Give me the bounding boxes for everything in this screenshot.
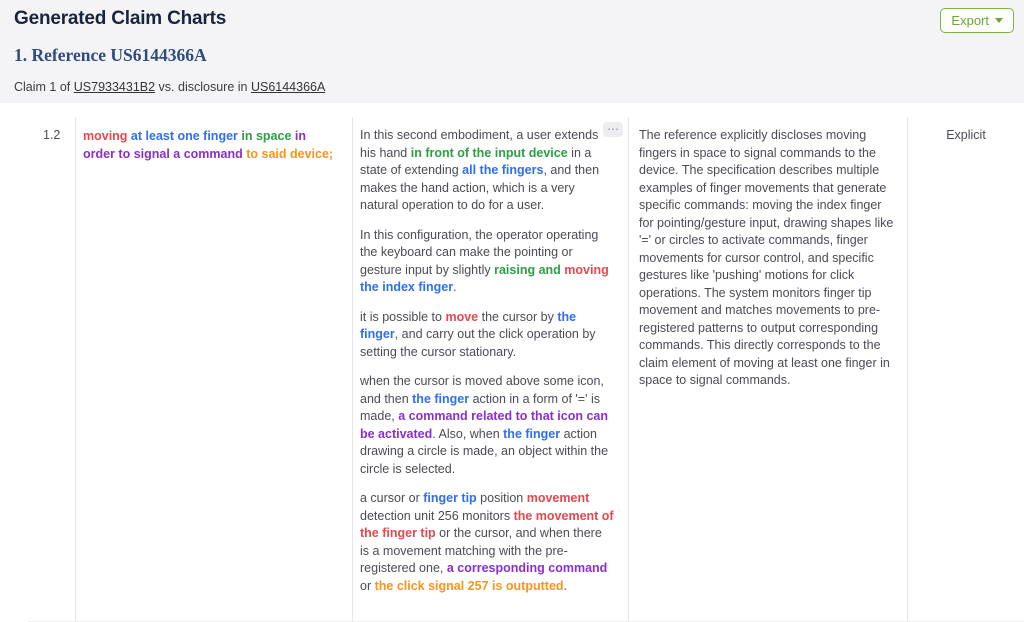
header-band	[0, 0, 1024, 103]
plain-text: a cursor or	[360, 491, 424, 505]
reference-paragraph	[360, 309, 614, 362]
reference-paragraph	[360, 373, 614, 478]
caret-down-icon	[995, 18, 1003, 23]
plain-text: it is possible to	[360, 309, 446, 324]
reference-quotes-cell	[352, 117, 628, 621]
highlight-red: move	[445, 309, 479, 324]
claim-subtitle-prefix: Claim 1 of	[14, 80, 74, 94]
reference-paragraph	[360, 127, 614, 215]
export-button-label: Export	[951, 13, 989, 28]
reference-paragraph	[360, 490, 614, 595]
plain-text: , and carry out the click operation by setting the cursor stationary.	[360, 327, 596, 359]
claim-text-cell	[75, 117, 352, 621]
highlight-green: in front of the input device	[410, 145, 568, 160]
plain-text: when the cursor is moved above some icon, and then	[360, 374, 604, 406]
highlight-orange: to said device;	[242, 147, 334, 161]
patent-link[interactable]: US7933431B2	[73, 80, 156, 94]
highlight-green: in space	[237, 129, 292, 143]
reference-paragraphs	[360, 127, 614, 595]
plain-text: .	[453, 280, 457, 294]
plain-text: detection unit 256 monitors	[360, 508, 514, 523]
claim-chart-table	[28, 117, 1024, 622]
plain-text: action drawing a circle is made, an object within the circle is selected.	[360, 426, 609, 476]
plain-text: In this configuration, the operator operating the keyboard can make the pointing or gesture input by slightly	[360, 227, 599, 277]
status-label: Explicit	[907, 117, 1024, 621]
plain-text: or the cursor, and when there is a movement matching with the pre-registered one,	[360, 526, 602, 575]
highlight-red: moving	[564, 262, 609, 277]
highlight-blue: finger tip	[423, 491, 477, 505]
plain-text: In this second embodiment, a user extends his hand	[360, 128, 599, 160]
reference-paragraph	[360, 227, 614, 297]
cell-menu-button[interactable]: ⋯	[603, 122, 623, 137]
reference-link[interactable]: US6144366A	[250, 80, 326, 94]
plain-text: in a state of extending	[360, 145, 592, 177]
highlight-red: the movement of the finger tip	[360, 508, 614, 540]
highlight-purple: a corresponding command	[446, 561, 608, 575]
highlight-red: movement	[526, 491, 590, 505]
plain-text: , and then makes the hand action, which is a very natural operation to do for a user.	[360, 163, 600, 212]
highlight-blue: the finger	[412, 391, 470, 406]
highlight-blue: the finger	[360, 309, 577, 341]
claim-subtitle	[14, 80, 325, 94]
analysis-cell: The reference explicitly discloses moving fingers in space to signal commands to the device. The specification describes multiple examples of finger movements that generate specific commands: moving the index finger for pointing/gesture input, drawing shapes like '=' or circles to activate commands, finger movements for cursor control, and specific gestures like 'pushing' motions for click operations. The system monitors finger tip movement and matches movements to pre-registered patterns to output corresponding commands. This directly corresponds to the claim element of moving at least one finger in space to signal commands.	[628, 117, 907, 621]
plain-text: the cursor by	[478, 309, 558, 324]
highlight-green: raising and	[494, 262, 561, 277]
claim-subtitle-middle: vs. disclosure in	[155, 80, 251, 94]
highlight-blue: at least one finger	[127, 129, 238, 143]
highlight-blue: the finger	[503, 426, 561, 441]
highlight-purple: in order to signal a command	[83, 129, 306, 161]
highlight-orange: the click signal 257 is outputted	[374, 578, 564, 593]
claim-element-number: 1.2	[43, 128, 61, 142]
highlight-red: moving	[83, 129, 128, 143]
export-button[interactable]	[940, 8, 1014, 33]
plain-text: . Also, when	[432, 426, 504, 441]
page-title: Generated Claim Charts	[14, 8, 227, 29]
plain-text: action in a form of '=' is made,	[360, 391, 600, 423]
reference-section-heading: 1. Reference US6144366A	[14, 45, 207, 65]
highlight-purple: a command related to that icon can be activated	[360, 409, 608, 441]
plain-text: position	[476, 491, 527, 505]
highlight-blue: the index finger	[360, 280, 454, 294]
plain-text: or	[360, 578, 375, 593]
highlight-blue: all the fingers	[462, 163, 544, 177]
plain-text: .	[563, 578, 568, 593]
